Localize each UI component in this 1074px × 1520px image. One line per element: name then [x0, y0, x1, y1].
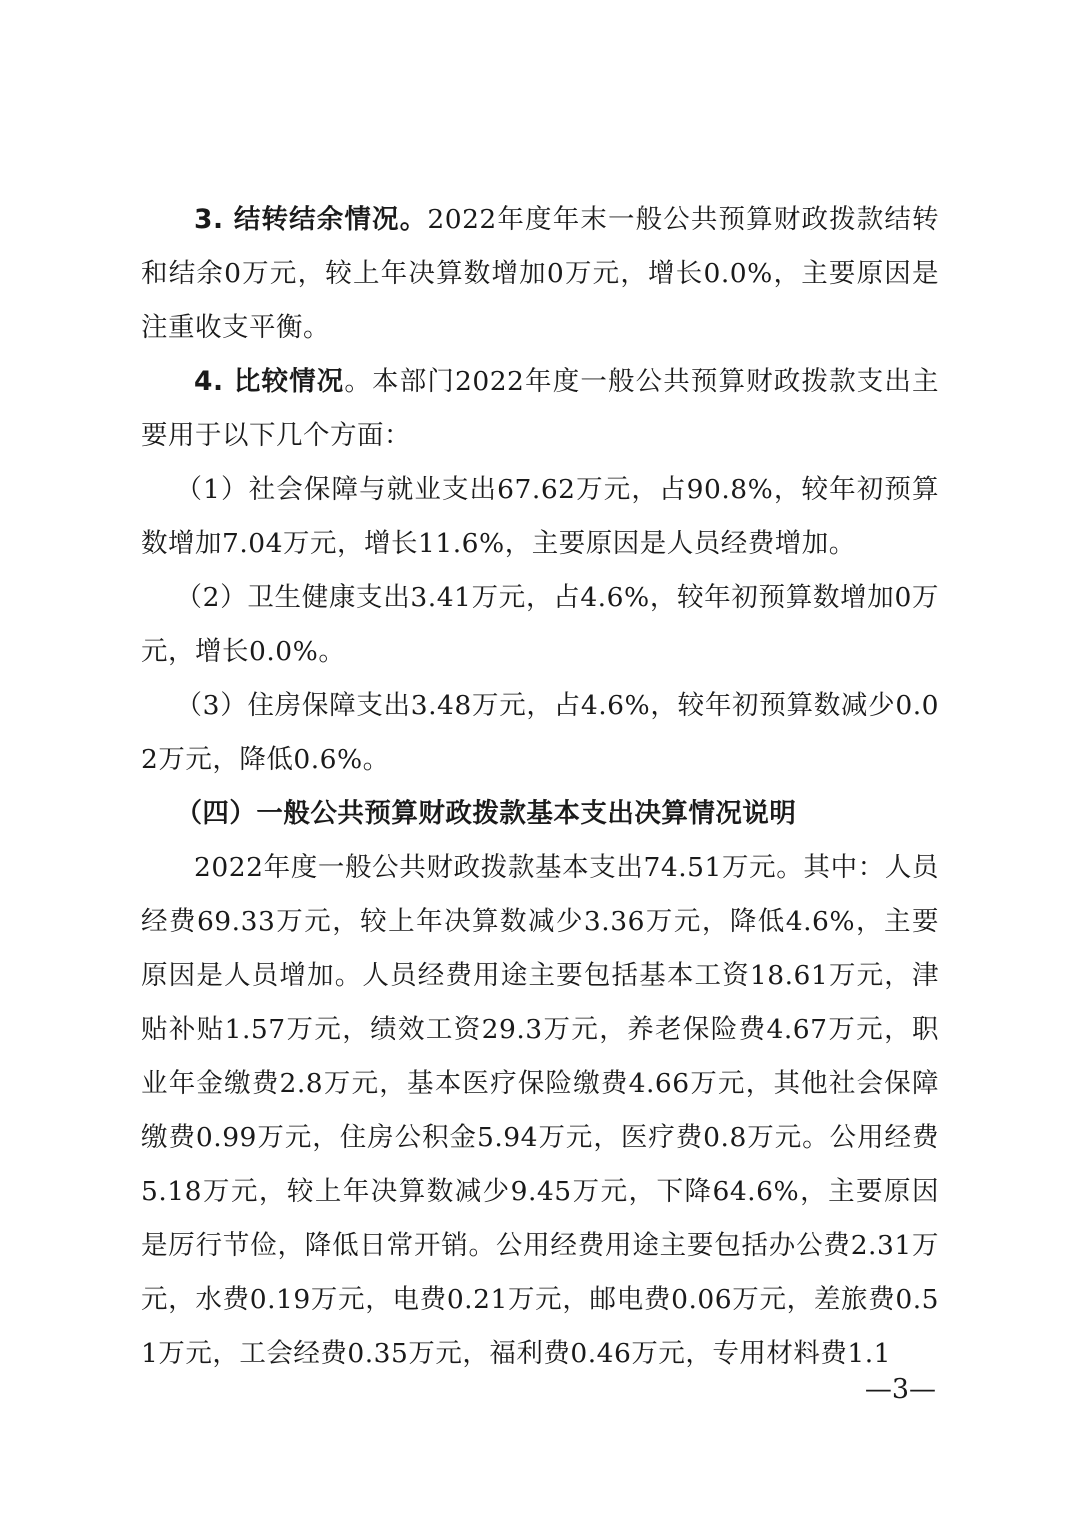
comparison-text: 。本部门2022年度一般公共预算财政拨款支出主要用于以下几个方面：	[141, 366, 939, 451]
section-heading-basic-expenditure: （四）一般公共预算财政拨款基本支出决算情况说明	[175, 798, 797, 829]
document-body	[141, 193, 939, 1381]
list-item-social-security: （1）社会保障与就业支出67.62万元，占90.8%，较年初预算数增加7.04万元，增长11.6%，主要原因是人员经费增加。	[141, 474, 939, 559]
carryover-heading: 3. 结转结余情况。	[194, 204, 428, 235]
paragraph-comparison	[141, 355, 939, 463]
list-item-housing: （3）住房保障支出3.48万元，占4.6%，较年初预算数减少0.02万元，降低0.6%。	[141, 690, 939, 775]
paragraph-basic-expenditure: 2022年度一般公共财政拨款基本支出74.51万元。其中：人员经费69.33万元，较上年决算数减少3.36万元，降低4.6%，主要原因是人员增加。人员经费用途主要包括基本工资18.61万元，津贴补贴1.57万元，绩效工资29.3万元，养老保险费4.67万元，职业年金缴费2.8万元，基本医疗保险缴费4.66万元，其他社会保障缴费0.99万元，住房公积金5.94万元，医疗费0.8万元。公用经费5.18万元，较上年决算数减少9.45万元，下降64.6%，主要原因是厉行节俭，降低日常开销。公用经费用途主要包括办公费2.31万元，水费0.19万元，电费0.21万元，邮电费0.06万元，差旅费0.51万元，工会经费0.35万元，福利费0.46万元，专用材料费1.1	[141, 852, 939, 1369]
list-item-health: （2）卫生健康支出3.41万元，占4.6%，较年初预算数增加0万元，增长0.0%。	[141, 582, 939, 667]
carryover-text: 2022年度年末一般公共预算财政拨款结转和结余0万元，较上年决算数增加0万元，增长0.0%，主要原因是注重收支平衡。	[141, 204, 939, 343]
page-number: —3—	[864, 1374, 936, 1405]
paragraph-carryover	[141, 193, 939, 355]
comparison-heading: 4. 比较情况	[194, 366, 345, 397]
